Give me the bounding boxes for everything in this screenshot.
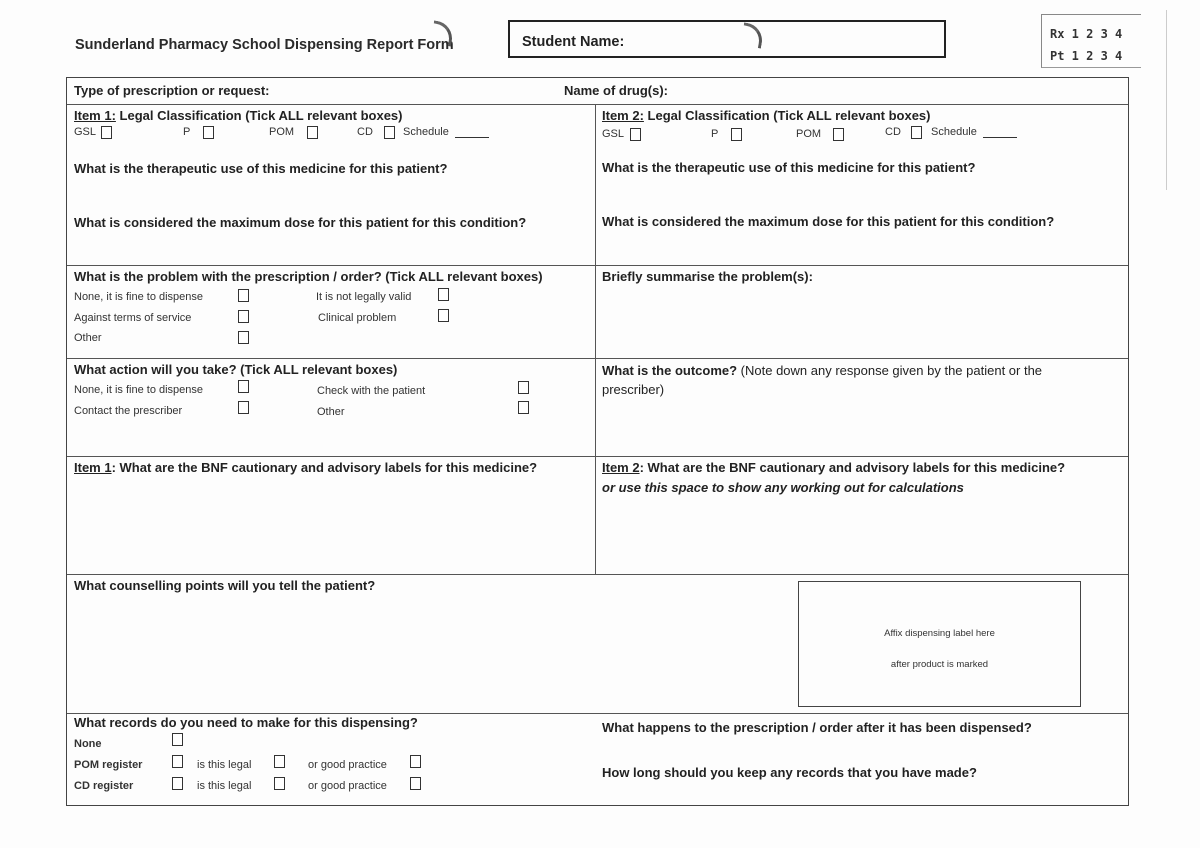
records-heading: What records do you need to make for this dispensing? — [74, 715, 418, 730]
report-form — [66, 77, 1129, 806]
column-divider — [595, 104, 596, 574]
student-name-field[interactable] — [508, 20, 946, 58]
item2-schedule[interactable]: Schedule — [931, 126, 1017, 138]
label-instruction-line2: after product is marked — [890, 659, 989, 670]
item2-maxdose-question: What is considered the maximum dose for this patient for this condition? — [602, 214, 1055, 229]
problem-clinical-checkbox[interactable] — [438, 309, 449, 322]
action-check-label: Check with the patient — [317, 385, 426, 397]
problem-summary-label: Briefly summarise the problem(s): — [602, 269, 813, 284]
hook-mark-icon — [430, 20, 455, 46]
item2-cd-label: CD — [885, 126, 901, 138]
item1-p-checkbox[interactable] — [203, 126, 214, 139]
item1-heading: Item 1: Legal Classification (Tick ALL relevant boxes) — [74, 108, 403, 123]
problem-not-legal-label: It is not legally valid — [316, 291, 412, 303]
calculations-note: or use this space to show any working out for calculations — [602, 480, 964, 495]
problem-against-label: Against terms of service — [74, 312, 192, 324]
item1-pom-checkbox[interactable] — [307, 126, 318, 139]
problem-other-label: Other — [74, 332, 102, 344]
problem-none-label: None, it is fine to dispense — [74, 291, 204, 303]
problem-other-checkbox[interactable] — [238, 331, 249, 344]
cd-legal-checkbox[interactable] — [274, 777, 285, 790]
pom-register-label: POM register — [74, 759, 143, 771]
drug-name-label: Name of drug(s): — [564, 83, 668, 98]
pom-good-practice-label: or good practice — [308, 759, 387, 771]
cd-register-label: CD register — [74, 780, 134, 792]
action-other-checkbox[interactable] — [518, 401, 529, 414]
action-none-label: None, it is fine to dispense — [74, 384, 204, 396]
rx-numbers[interactable]: Rx 1 2 3 4 — [1050, 27, 1123, 41]
divider — [67, 265, 1128, 266]
student-name-label: Student Name: — [522, 34, 625, 50]
records-none-checkbox[interactable] — [172, 733, 183, 746]
cd-legal-label: is this legal — [197, 780, 252, 792]
problem-not-legal-checkbox[interactable] — [438, 288, 449, 301]
item2-pom-checkbox[interactable] — [833, 128, 844, 141]
prescription-type-label: Type of prescription or request: — [74, 83, 270, 98]
item1-schedule[interactable]: Schedule — [403, 126, 489, 138]
action-other-label: Other — [317, 406, 345, 418]
counselling-question: What counselling points will you tell the patient? — [74, 578, 376, 593]
item1-bnf-question: Item 1: What are the BNF cautionary and advisory labels for this medicine? — [74, 460, 538, 475]
problem-none-checkbox[interactable] — [238, 289, 249, 302]
item2-therapeutic-question: What is the therapeutic use of this medicine for this patient? — [602, 160, 976, 175]
action-heading: What action will you take? (Tick ALL relevant boxes) — [74, 362, 398, 377]
page-edge-line — [1166, 10, 1167, 190]
item1-p-label: P — [183, 126, 191, 138]
outcome-question: What is the outcome? (Note down any response given by the patient or the — [602, 363, 1043, 378]
after-dispensed-question: What happens to the prescription / order after it has been dispensed? — [602, 720, 1032, 735]
divider — [67, 713, 1128, 714]
item2-p-checkbox[interactable] — [731, 128, 742, 141]
item2-gsl-checkbox[interactable] — [630, 128, 641, 141]
item1-pom-label: POM — [269, 126, 295, 138]
problem-against-checkbox[interactable] — [238, 310, 249, 323]
pom-legal-label: is this legal — [197, 759, 252, 771]
records-none-label: None — [74, 738, 102, 750]
cd-good-practice-checkbox[interactable] — [410, 777, 421, 790]
item1-therapeutic-question: What is the therapeutic use of this medicine for this patient? — [74, 161, 448, 176]
outcome-question-line2: prescriber) — [602, 382, 665, 397]
action-contact-checkbox[interactable] — [238, 401, 249, 414]
problem-clinical-label: Clinical problem — [318, 312, 397, 324]
pt-numbers[interactable]: Pt 1 2 3 4 — [1050, 49, 1123, 63]
divider — [67, 358, 1128, 359]
pom-good-practice-checkbox[interactable] — [410, 755, 421, 768]
rx-pt-box — [1041, 14, 1141, 68]
label-instruction-line1: Affix dispensing label here — [884, 628, 995, 639]
item2-gsl-label: GSL — [602, 128, 625, 140]
problem-heading: What is the problem with the prescription / order? (Tick ALL relevant boxes) — [74, 269, 543, 284]
dispensing-label-area[interactable] — [798, 581, 1081, 707]
action-check-checkbox[interactable] — [518, 381, 529, 394]
item1-cd-label: CD — [357, 126, 373, 138]
item1-cd-checkbox[interactable] — [384, 126, 395, 139]
item1-maxdose-question: What is considered the maximum dose for this patient for this condition? — [74, 215, 527, 230]
action-contact-label: Contact the prescriber — [74, 405, 183, 417]
divider — [67, 104, 1128, 105]
item2-bnf-question: Item 2: What are the BNF cautionary and advisory labels for this medicine? — [602, 460, 1066, 475]
cd-good-practice-label: or good practice — [308, 780, 387, 792]
item2-cd-checkbox[interactable] — [911, 126, 922, 139]
item1-gsl-label: GSL — [74, 126, 97, 138]
item1-gsl-checkbox[interactable] — [101, 126, 112, 139]
pom-legal-checkbox[interactable] — [274, 755, 285, 768]
item2-p-label: P — [711, 128, 719, 140]
item2-pom-label: POM — [796, 128, 822, 140]
divider — [67, 574, 1128, 575]
item2-heading: Item 2: Legal Classification (Tick ALL relevant boxes) — [602, 108, 931, 123]
pom-register-checkbox[interactable] — [172, 755, 183, 768]
form-title: Sunderland Pharmacy School Dispensing Report Form — [75, 37, 454, 53]
keep-records-question: How long should you keep any records that you have made? — [602, 765, 977, 780]
action-none-checkbox[interactable] — [238, 380, 249, 393]
divider — [67, 456, 1128, 457]
cd-register-checkbox[interactable] — [172, 777, 183, 790]
